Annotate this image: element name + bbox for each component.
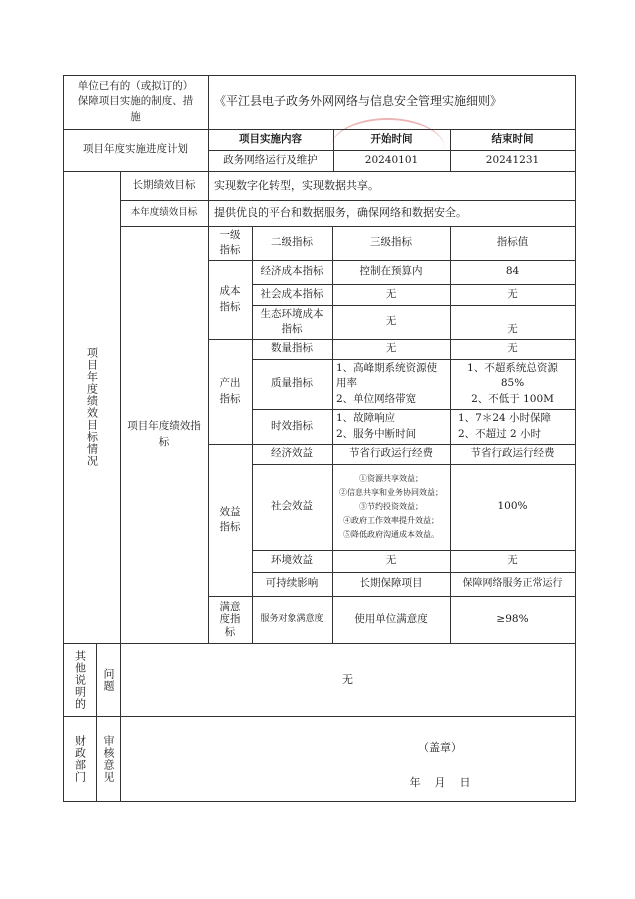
grid-line bbox=[252, 572, 575, 573]
cost-l3: 无 bbox=[385, 315, 397, 328]
benefit-l2: 经济效益 bbox=[271, 447, 313, 460]
benefit-l3: 节省行政运行经费 bbox=[349, 447, 433, 460]
long-term-value: 实现数字化转型，实现数据共享。 bbox=[214, 178, 379, 192]
grid-line bbox=[252, 284, 575, 285]
measures-label: 单位已有的（或拟订的）保障项目实施的制度、措施 bbox=[77, 80, 194, 123]
schedule-label: 项目年度实施进度计划 bbox=[83, 143, 188, 156]
l3-line: ③节约投资效益； bbox=[359, 502, 423, 511]
output-l3: 无 bbox=[385, 342, 397, 355]
measures-value: 《平江县电子政务外网网络与信息安全管理实施细则》 bbox=[214, 94, 503, 109]
finance-stamp-text: （盖章） bbox=[418, 741, 462, 755]
cost-value: 无 bbox=[507, 287, 518, 300]
grid-line bbox=[208, 260, 575, 261]
table-border bbox=[63, 75, 575, 76]
grid-line bbox=[252, 464, 575, 465]
grid-line bbox=[120, 226, 575, 227]
schedule-item: 政务网络运行及维护 bbox=[223, 153, 318, 166]
grid-line bbox=[96, 643, 97, 802]
long-term-label: 长期绩效目标 bbox=[132, 178, 196, 191]
grid-line bbox=[63, 171, 575, 172]
value-line: 1、不超系统总资源85% bbox=[467, 362, 558, 390]
table-border bbox=[575, 75, 576, 802]
l3-line: ①资源共享效益； bbox=[359, 474, 423, 483]
benefit-value: 保障网络服务正常运行 bbox=[462, 577, 563, 589]
grid-line bbox=[208, 171, 209, 643]
schedule-end: 20241231 bbox=[485, 153, 540, 166]
output-l3 bbox=[332, 359, 450, 409]
finance-label-b: 审核意见 bbox=[101, 734, 115, 783]
other-label-a: 其他说明的 bbox=[73, 649, 87, 710]
grid-line bbox=[63, 643, 575, 644]
performance-label: 项目年度绩效目标情况 bbox=[85, 347, 99, 467]
output-l3 bbox=[332, 409, 450, 444]
l3-line: 2、单位网络带宽 bbox=[336, 392, 417, 405]
satisfaction-l2: 服务对象满意度 bbox=[260, 613, 324, 624]
header-level2: 二级指标 bbox=[271, 236, 313, 249]
satisfaction-label: 满意度指标 bbox=[219, 600, 241, 638]
output-value bbox=[450, 359, 575, 409]
grid-line bbox=[252, 226, 253, 643]
value-line: 1、7＊24 小时保障 bbox=[458, 412, 552, 425]
benefit-l2: 社会效益 bbox=[271, 500, 313, 513]
grid-line bbox=[208, 150, 575, 151]
cost-label: 成本指标 bbox=[219, 285, 241, 313]
value-line: 2、不低于 100M bbox=[471, 392, 554, 405]
header-value: 指标值 bbox=[496, 236, 529, 249]
grid-line bbox=[120, 171, 121, 802]
l3-line: ④政府工作效率提升效益； bbox=[343, 516, 439, 525]
cost-l3: 控制在预算内 bbox=[359, 265, 423, 278]
schedule-header-start: 开始时间 bbox=[370, 132, 413, 145]
grid-line bbox=[252, 359, 575, 360]
annual-goal-label: 本年度绩效目标 bbox=[130, 207, 198, 219]
table-border bbox=[63, 801, 575, 802]
benefit-l3 bbox=[332, 464, 450, 550]
output-l2: 数量指标 bbox=[271, 342, 313, 355]
grid-line bbox=[63, 716, 575, 717]
value-line: 2、不超过 2 小时 bbox=[458, 427, 542, 440]
header-level1: 一级指标 bbox=[219, 228, 241, 256]
l3-line: ⑤降低政府沟通成本效益。 bbox=[343, 530, 439, 539]
grid-line bbox=[252, 550, 575, 551]
benefit-label: 效益指标 bbox=[219, 505, 241, 533]
satisfaction-l3: 使用单位满意度 bbox=[354, 612, 428, 625]
output-label: 产出指标 bbox=[219, 377, 241, 405]
benefit-value: 100% bbox=[497, 500, 528, 513]
output-value bbox=[450, 409, 575, 444]
output-value: 无 bbox=[507, 342, 518, 355]
grid-line bbox=[63, 129, 575, 130]
finance-label-a: 财政部门 bbox=[73, 734, 87, 783]
grid-line bbox=[120, 200, 575, 201]
cost-l2: 社会成本指标 bbox=[260, 287, 324, 300]
benefit-value: 无 bbox=[507, 554, 518, 567]
cost-value: 无 bbox=[507, 322, 518, 335]
benefit-l3: 长期保障项目 bbox=[359, 577, 423, 590]
cost-l3: 无 bbox=[385, 287, 397, 300]
grid-line bbox=[208, 444, 575, 445]
grid-line bbox=[332, 226, 333, 643]
grid-line bbox=[208, 75, 209, 171]
grid-line bbox=[450, 129, 451, 171]
l3-line: 1、故障响应 bbox=[336, 412, 396, 425]
annual-goal-value: 提供优良的平台和数据服务，确保网络和数据安全。 bbox=[214, 206, 467, 220]
grid-line bbox=[252, 305, 575, 306]
l3-line: 1、高峰期系统资源使用率 bbox=[336, 362, 438, 390]
l3-line: ②信息共享和业务协同效益； bbox=[339, 488, 443, 497]
benefit-l2: 环境效益 bbox=[271, 554, 313, 567]
cost-l2: 经济成本指标 bbox=[260, 265, 324, 278]
other-value: 无 bbox=[342, 672, 353, 686]
annual-indicator-label: 项目年度绩效指标 bbox=[127, 420, 201, 448]
output-l2: 时效指标 bbox=[271, 419, 313, 432]
grid-line bbox=[333, 129, 334, 171]
schedule-start: 20240101 bbox=[364, 153, 419, 166]
other-label-b: 问题 bbox=[101, 667, 115, 692]
cost-value: 84 bbox=[505, 265, 520, 278]
satisfaction-value: ≥98% bbox=[496, 612, 529, 625]
schedule-header-end: 结束时间 bbox=[491, 132, 534, 145]
header-level3: 三级指标 bbox=[370, 236, 412, 249]
l3-line: 2、服务中断时间 bbox=[336, 427, 417, 440]
benefit-value: 节省行政运行经费 bbox=[470, 447, 555, 460]
grid-line bbox=[208, 339, 575, 340]
schedule-header-content: 项目实施内容 bbox=[239, 132, 302, 145]
grid-line bbox=[252, 409, 575, 410]
grid-line bbox=[208, 596, 575, 597]
benefit-l3: 无 bbox=[385, 554, 397, 567]
benefit-l2: 可持续影响 bbox=[265, 577, 319, 590]
cost-l2: 生态环境成本指标 bbox=[260, 307, 324, 335]
grid-line bbox=[450, 226, 451, 643]
finance-date: 年 月 日 bbox=[409, 776, 471, 790]
output-l2: 质量指标 bbox=[271, 377, 313, 390]
table-border bbox=[63, 75, 64, 802]
